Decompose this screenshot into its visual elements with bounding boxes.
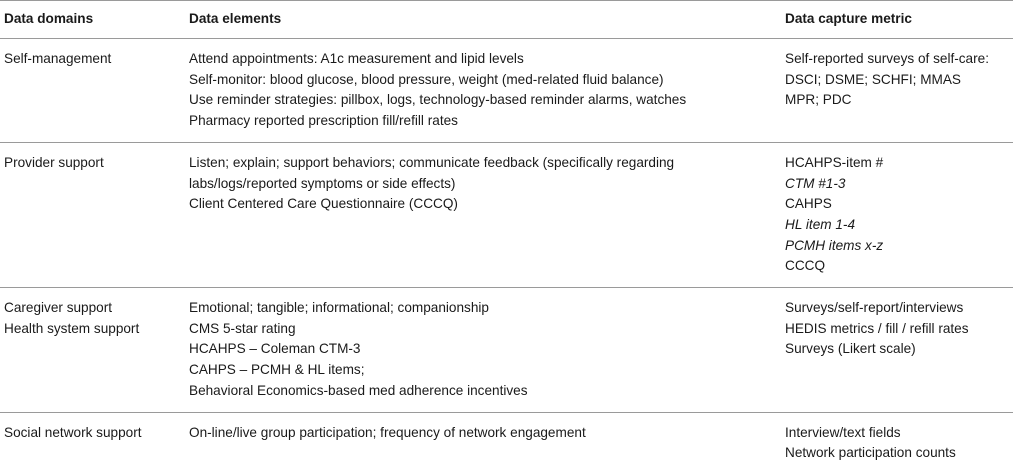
data-element-line: Pharmacy reported prescription fill/refill rates <box>189 113 458 129</box>
data-domain-label: Social network support <box>4 424 142 440</box>
data-elements-cell <box>185 412 780 474</box>
data-domain-label: Health system support <box>4 320 140 336</box>
data-element-line: Listen; explain; support behaviors; communicate feedback (specifically regarding <box>189 154 675 170</box>
data-element-line: Client Centered Care Questionnaire (CCCQ) <box>189 196 458 212</box>
data-element-line: Use reminder strategies: pillbox, logs, technology-based reminder alarms, watches <box>189 92 687 108</box>
data-domain-cell <box>0 288 185 413</box>
metric-line: MPR; PDC <box>785 92 852 108</box>
metric-line: CCCQ <box>785 258 826 274</box>
data-element-line: labs/logs/reported symptoms or side effects) <box>189 175 456 191</box>
metric-line: HEDIS metrics / fill / refill rates <box>785 320 969 336</box>
data-elements-cell <box>185 142 780 287</box>
data-domain-cell <box>0 39 185 143</box>
data-capture-metric-cell <box>780 39 1013 143</box>
metric-line: Interview/text fields <box>785 424 901 440</box>
metric-line: PCMH items x-z <box>785 237 884 253</box>
metric-line: Self-reported surveys of self-care: <box>785 51 989 66</box>
metric-line: Surveys (Likert scale) <box>785 341 916 357</box>
data-element-line: On-line/live group participation; frequency of network engagement <box>189 424 586 440</box>
header-data-elements: Data elements <box>189 11 282 26</box>
table-body <box>0 39 1013 474</box>
metric-line: HL item 1-4 <box>785 216 856 232</box>
metric-line: DSCI; DSME; SCHFI; MMAS <box>785 71 961 87</box>
header-data-capture-metric: Data capture metric <box>785 11 912 26</box>
data-elements-cell <box>185 288 780 413</box>
data-element-line: Attend appointments: A1c measurement and lipid levels <box>189 51 524 66</box>
data-domain-cell <box>0 412 185 474</box>
data-element-line: Self-monitor: blood glucose, blood pressure, weight (med-related fluid balance) <box>189 71 664 87</box>
data-capture-metric-cell <box>780 142 1013 287</box>
metric-line: CAHPS <box>785 196 832 212</box>
metric-line: Network participation counts <box>785 445 956 461</box>
table-row <box>0 412 1013 474</box>
table-row <box>0 288 1013 413</box>
metric-line: CTM #1-3 <box>785 175 846 191</box>
data-capture-metric-cell <box>780 412 1013 474</box>
metric-line: Surveys/self-report/interviews <box>785 300 964 316</box>
data-element-line: Behavioral Economics-based med adherence incentives <box>189 382 528 398</box>
data-domain-label: Caregiver support <box>4 300 113 316</box>
header-row <box>0 1 1013 39</box>
metric-line: HCAHPS-item # <box>785 154 884 170</box>
data-capture-metric-cell <box>780 288 1013 413</box>
data-element-line: CMS 5-star rating <box>189 320 296 336</box>
table-row <box>0 142 1013 287</box>
data-domain-label: Self-management <box>4 51 112 66</box>
data-domain-cell <box>0 142 185 287</box>
data-element-line: HCAHPS – Coleman CTM-3 <box>189 341 361 357</box>
data-elements-cell <box>185 39 780 143</box>
data-element-line: CAHPS – PCMH & HL items; <box>189 362 365 378</box>
header-data-domains: Data domains <box>4 11 94 26</box>
table-row <box>0 39 1013 143</box>
table-header <box>0 1 1013 39</box>
data-element-line: Emotional; tangible; informational; companionship <box>189 300 489 316</box>
data-domain-label: Provider support <box>4 154 104 170</box>
